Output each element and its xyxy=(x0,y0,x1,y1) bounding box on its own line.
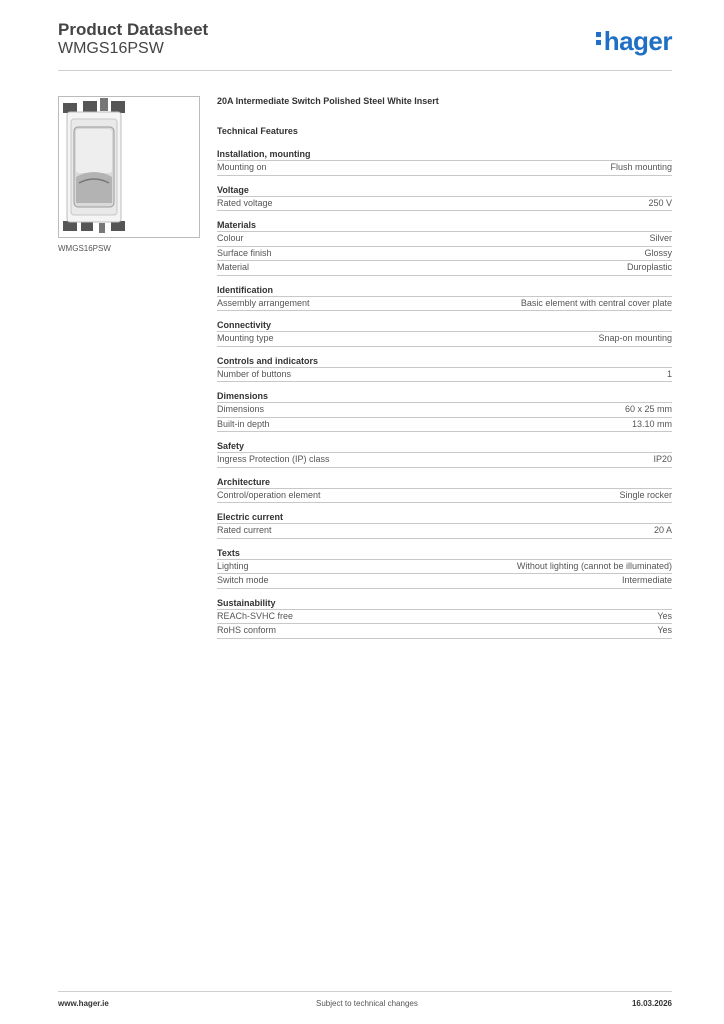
feature-section xyxy=(217,319,672,347)
datasheet-content xyxy=(217,96,672,647)
section-title: Voltage xyxy=(217,184,672,197)
section-title: Materials xyxy=(217,219,672,232)
feature-label: Rated voltage xyxy=(217,197,273,208)
technical-features-heading: Technical Features xyxy=(217,126,298,136)
feature-section xyxy=(217,219,672,276)
feature-value: Intermediate xyxy=(621,575,672,585)
feature-value: Basic element with central cover plate xyxy=(520,297,672,308)
feature-row xyxy=(217,261,672,276)
feature-value: Duroplastic xyxy=(626,262,672,272)
feature-value: 13.10 mm xyxy=(631,418,672,429)
section-title: Architecture xyxy=(217,476,672,489)
product-code: WMGS16PSW xyxy=(58,40,164,57)
section-title: Dimensions xyxy=(217,390,672,403)
feature-label: Surface finish xyxy=(217,247,272,258)
feature-value: Silver xyxy=(649,233,672,243)
feature-section xyxy=(217,390,672,432)
feature-label: Switch mode xyxy=(217,575,269,585)
switch-module-icon xyxy=(59,97,199,237)
section-title: Connectivity xyxy=(217,319,672,332)
feature-row xyxy=(217,403,672,418)
feature-section xyxy=(217,284,672,312)
feature-section xyxy=(217,184,672,212)
feature-value: Glossy xyxy=(644,247,672,258)
section-title: Identification xyxy=(217,284,672,297)
feature-value: Snap-on mounting xyxy=(598,333,672,343)
feature-value: Single rocker xyxy=(619,489,672,500)
feature-value: Without lighting (cannot be illuminated) xyxy=(516,560,672,571)
feature-row xyxy=(217,332,672,347)
feature-section xyxy=(217,511,672,539)
feature-label: Mounting on xyxy=(217,162,267,172)
feature-row xyxy=(217,368,672,383)
feature-section xyxy=(217,440,672,468)
section-title: Texts xyxy=(217,547,672,560)
feature-row xyxy=(217,489,672,504)
feature-label: Ingress Protection (IP) class xyxy=(217,454,330,464)
footer-date: 16.03.2026 xyxy=(631,999,672,1008)
page-footer xyxy=(58,991,672,1012)
section-title: Installation, mounting xyxy=(217,148,672,161)
logo-dots-icon xyxy=(596,26,602,45)
feature-row xyxy=(217,524,672,539)
feature-label: RoHS conform xyxy=(217,625,277,635)
feature-value: Yes xyxy=(657,625,672,635)
feature-label: Number of buttons xyxy=(217,368,292,379)
feature-label: Rated current xyxy=(217,525,272,535)
feature-value: 60 x 25 mm xyxy=(624,404,672,414)
feature-value: Yes xyxy=(657,610,672,621)
feature-label: Built-in depth xyxy=(217,418,270,429)
feature-label: Mounting type xyxy=(217,333,274,343)
feature-row xyxy=(217,574,672,589)
feature-label: Lighting xyxy=(217,560,249,571)
feature-section xyxy=(217,148,672,176)
feature-row xyxy=(217,161,672,176)
feature-section xyxy=(217,476,672,504)
feature-row xyxy=(217,453,672,468)
section-title: Controls and indicators xyxy=(217,355,672,368)
feature-label: Dimensions xyxy=(217,404,265,414)
feature-row xyxy=(217,560,672,575)
feature-row xyxy=(217,418,672,433)
feature-row xyxy=(217,624,672,639)
product-name: 20A Intermediate Switch Polished Steel White Insert xyxy=(217,96,439,106)
feature-section xyxy=(217,597,672,639)
feature-value: 20 A xyxy=(653,525,672,535)
feature-section xyxy=(217,547,672,589)
hager-logo xyxy=(596,26,672,57)
footer-notice: Subject to technical changes xyxy=(316,999,418,1008)
feature-row xyxy=(217,247,672,262)
feature-row xyxy=(217,197,672,212)
feature-row xyxy=(217,610,672,625)
product-image xyxy=(58,96,200,238)
feature-label: REACh-SVHC free xyxy=(217,610,294,621)
feature-row xyxy=(217,232,672,247)
feature-label: Control/operation element xyxy=(217,489,321,500)
feature-label: Assembly arrangement xyxy=(217,297,310,308)
feature-sections xyxy=(217,148,672,639)
feature-value: 250 V xyxy=(648,197,672,208)
section-title: Sustainability xyxy=(217,597,672,610)
section-title: Safety xyxy=(217,440,672,453)
image-caption: WMGS16PSW xyxy=(58,244,111,253)
feature-value: Flush mounting xyxy=(610,162,672,172)
logo-text: hager xyxy=(603,26,672,56)
feature-label: Colour xyxy=(217,233,244,243)
section-title: Electric current xyxy=(217,511,672,524)
footer-website: www.hager.ie xyxy=(58,999,109,1008)
feature-value: 1 xyxy=(666,368,672,379)
feature-value: IP20 xyxy=(653,454,672,464)
page-header xyxy=(58,20,672,71)
feature-row xyxy=(217,297,672,312)
feature-section xyxy=(217,355,672,383)
feature-label: Material xyxy=(217,262,250,272)
document-title: Product Datasheet xyxy=(58,20,209,39)
